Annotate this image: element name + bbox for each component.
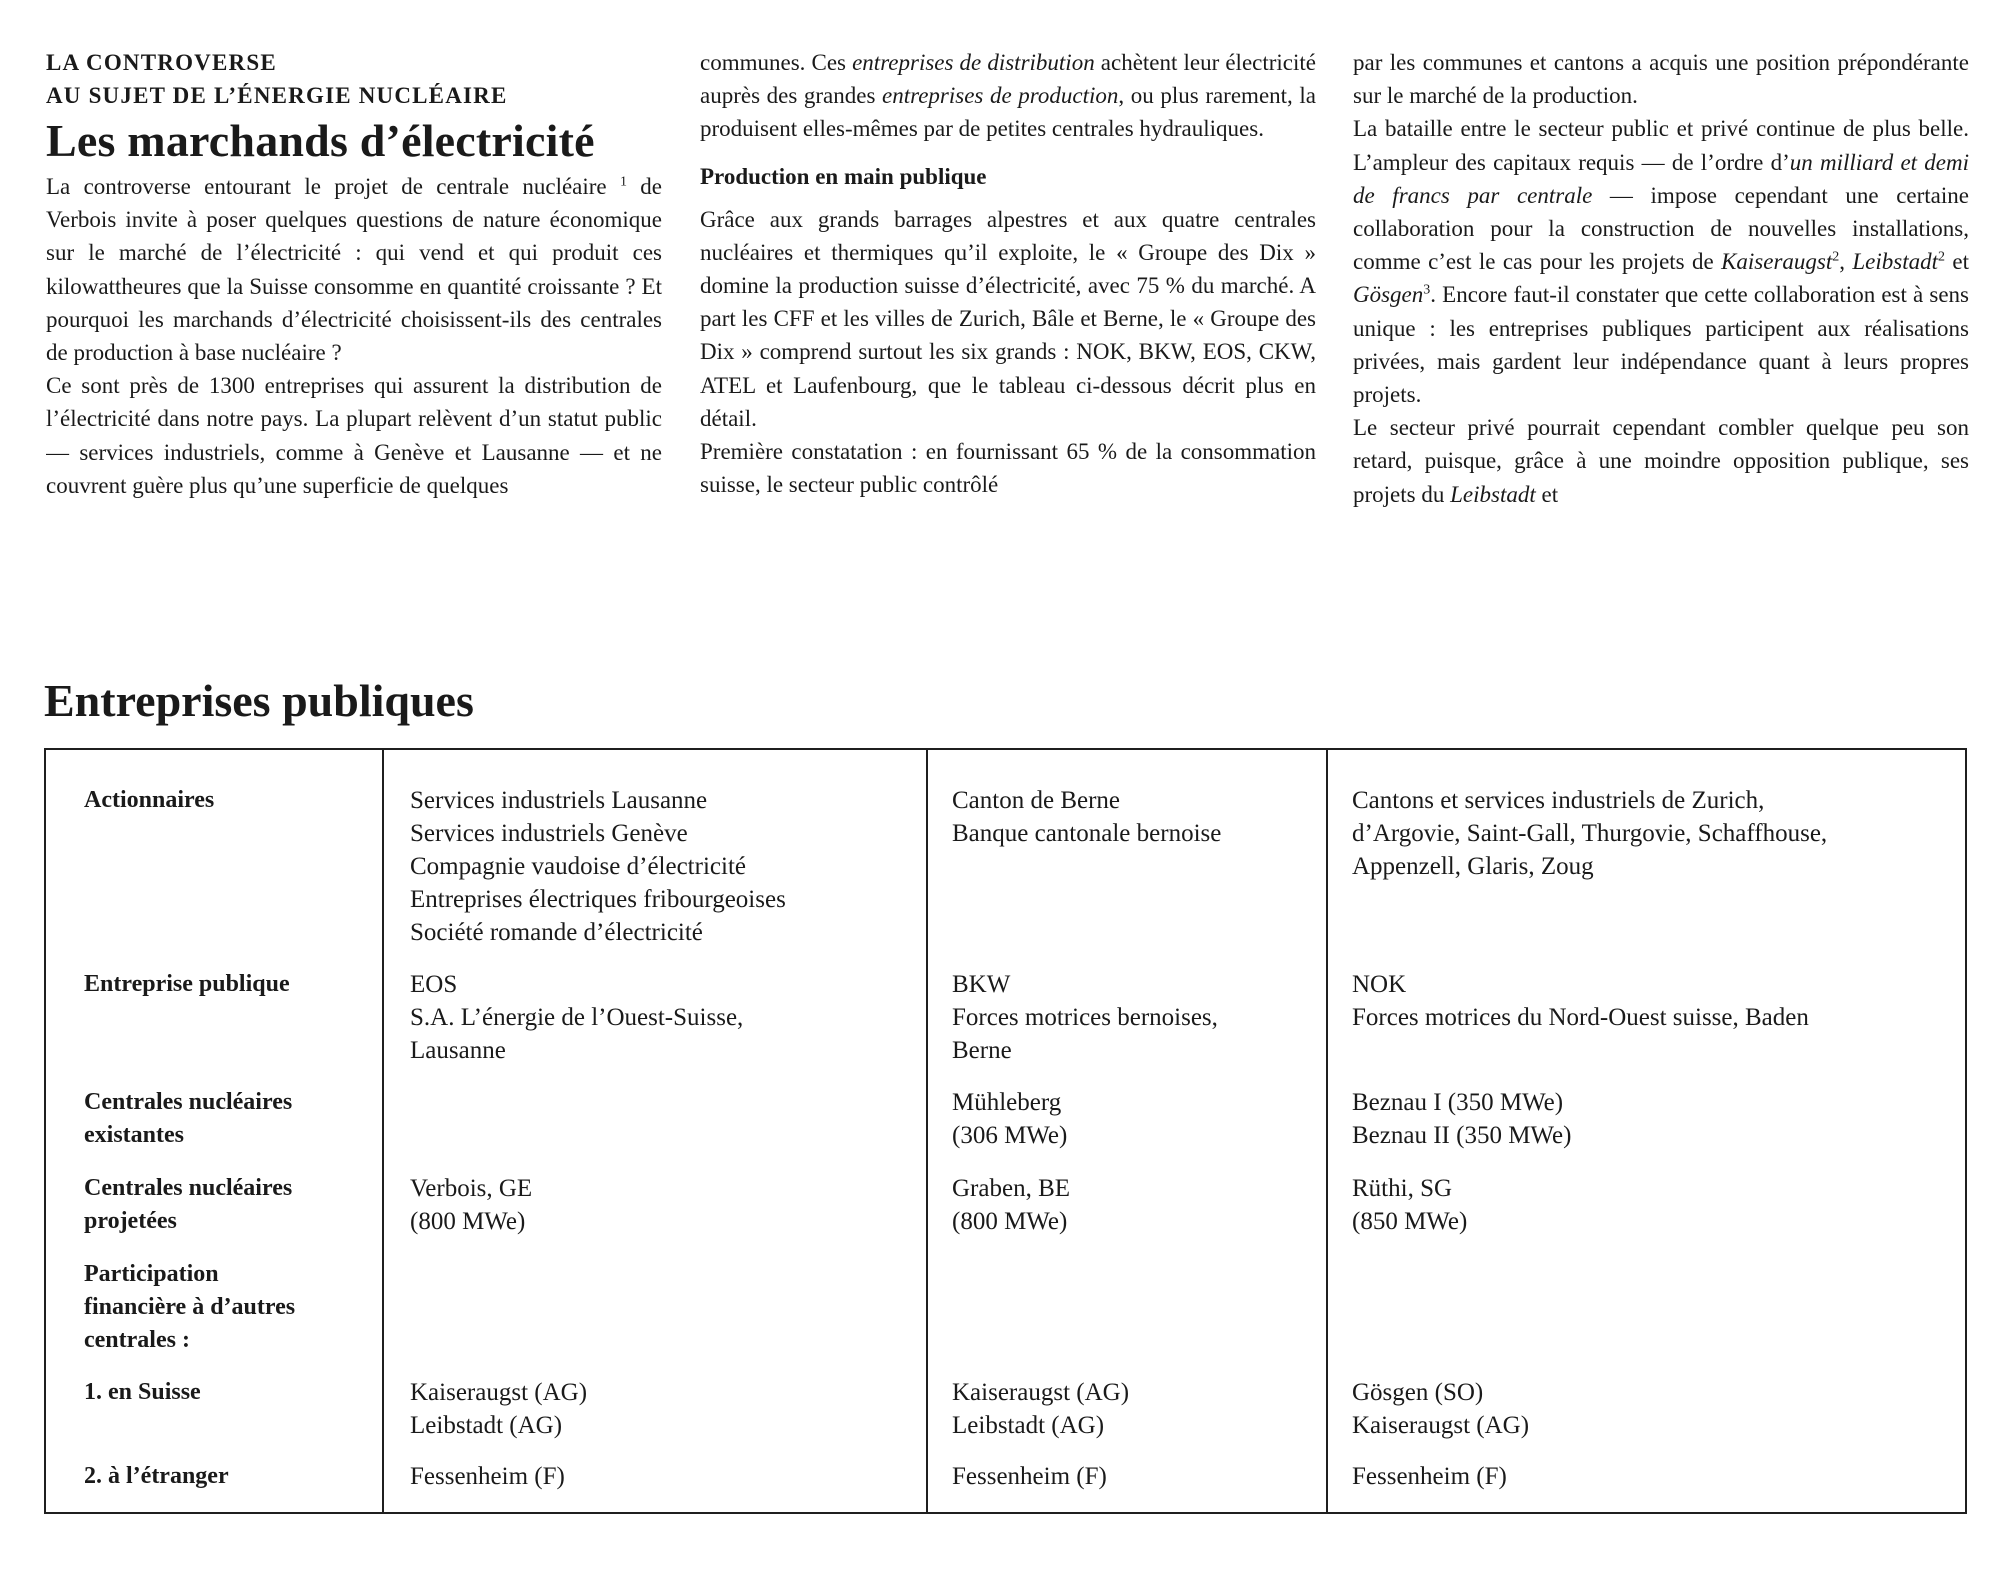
article-column-2 [700, 46, 1316, 621]
footnote-marker: 1 [619, 174, 627, 190]
kicker-line-2: AU SUJET DE L’ÉNERGIE NUCLÉAIRE [46, 83, 508, 108]
cell-bkw-projetees: Graben, BE (800 MWe) [952, 1175, 1071, 1235]
paragraph: communes. Ces entreprises de distribution achètent leur électricité auprès des grandes entreprises de production, ou plus rarement, la produisent elles-mêmes par de petites centrales hydrauliques. [700, 50, 1316, 142]
cell-eos-entreprise: EOS S.A. L’énergie de l’Ouest-Suisse, Lausanne [410, 971, 744, 1064]
footnote-marker: 2 [1938, 249, 1946, 265]
table-title: Entreprises publiques [44, 675, 474, 726]
paragraph: Première constatation : en fournissant 65 % de la consommation suisse, le secteur public contrôlé [700, 439, 1316, 498]
cell-nok-projetees: Rüthi, SG (850 MWe) [1352, 1175, 1468, 1235]
column-divider [1326, 750, 1328, 1512]
cell-bkw-existantes: Mühleberg (306 MWe) [952, 1089, 1068, 1149]
paragraph: La controverse entourant le projet de centrale nucléaire $^1$ de Verbois invite à poser quelques questions de nature économique sur le marché de l’électricité : qui vend et qui produit ces kilowattheures que la Suisse consomme en quantité croissante ? Et pourquoi les marchands d’électricité choisissent-ils des centrales de production à base nucléaire ? [46, 174, 662, 366]
row-label-suisse: 1. en Suisse [84, 1379, 201, 1405]
cell-nok-existantes: Beznau I (350 MWe) Beznau II (350 MWe) [1352, 1089, 1572, 1149]
article-column-3 [1353, 46, 1969, 621]
paragraph: La bataille entre le secteur public et privé continue de plus belle. L’ampleur des capitaux requis — de l’ordre d’un milliard et demi de francs par centrale — impose cependant une certaine collaboration pour la construction de nouvelles installations, comme c’est le cas pour les projets de Kaiseraugst$^2$, Leibstadt$^2$ et Gösgen$^3$. Encore faut-il constater que cette collaboration est à sens unique : les entreprises publiques participent aux réalisations privées, mais gardent leur indépendance quant à leurs propres projets. [1353, 116, 1969, 408]
kicker-line-1: LA CONTROVERSE [46, 50, 277, 75]
cell-bkw-etranger: Fessenheim (F) [952, 1463, 1107, 1490]
footnote-marker: 2 [1832, 249, 1840, 265]
cell-bkw-entreprise: BKW Forces motrices bernoises, Berne [952, 971, 1218, 1064]
article-column-1 [46, 46, 662, 621]
row-label-actionnaires: Actionnaires [84, 787, 215, 813]
paragraph: Ce sont près de 1300 entreprises qui assurent la distribution de l’électricité dans notre pays. La plupart relèvent d’un statut public — services industriels, comme à Genève et Lausanne — et ne couvrent guère plus qu’une superficie de quelques [46, 373, 662, 498]
cell-bkw-actionnaires: Canton de Berne Banque cantonale bernoise [952, 787, 1222, 847]
column-divider [926, 750, 928, 1512]
section-subheading: Production en main publique [700, 163, 987, 189]
companies-table [44, 748, 1967, 1514]
row-label-existantes: Centrales nucléaires existantes [84, 1089, 293, 1148]
cell-eos-projetees: Verbois, GE (800 MWe) [410, 1175, 533, 1235]
cell-eos-etranger: Fessenheim (F) [410, 1463, 565, 1490]
row-label-participation: Participation financière à d’autres centrales : [84, 1261, 296, 1353]
paragraph: Le secteur privé pourrait cependant combler quelque peu son retard, puisque, grâce à une moindre opposition publique, ses projets du Leibstadt et [1353, 415, 1969, 507]
cell-bkw-suisse: Kaiseraugst (AG) Leibstadt (AG) [952, 1379, 1130, 1439]
cell-nok-entreprise: NOK Forces motrices du Nord-Ouest suisse, Baden [1352, 971, 1809, 1031]
cell-nok-etranger: Fessenheim (F) [1352, 1463, 1507, 1490]
article-title: Les marchands d’électricité [46, 115, 595, 166]
paragraph: par les communes et cantons a acquis une position prépondérante sur le marché de la production. [1353, 50, 1969, 109]
paragraph: Grâce aux grands barrages alpestres et aux quatre centrales nucléaires et thermiques qu’il exploite, le « Groupe des Dix » domine la production suisse d’électricité, avec 75 % du marché. A part les CFF et les villes de Zurich, Bâle et Berne, le « Groupe des Dix » comprend surtout les six grands : NOK, BKW, EOS, CKW, ATEL et Laufenbourg, que le tableau ci-dessous décrit plus en détail. [700, 206, 1316, 431]
article [46, 46, 1969, 621]
footnote-marker: 3 [1423, 282, 1431, 298]
cell-eos-actionnaires: Services industriels Lausanne Services industriels Genève Compagnie vaudoise d’électricité Entreprises électriques fribourgeoises Société romande d’électricité [410, 787, 786, 946]
cell-nok-suisse: Gösgen (SO) Kaiseraugst (AG) [1352, 1379, 1530, 1439]
cell-nok-actionnaires: Cantons et services industriels de Zurich, d’Argovie, Saint-Gall, Thurgovie, Schaffhouse, Appenzell, Glaris, Zoug [1352, 787, 1828, 880]
column-divider [382, 750, 384, 1512]
cell-eos-suisse: Kaiseraugst (AG) Leibstadt (AG) [410, 1379, 588, 1439]
row-label-etranger: 2. à l’étranger [84, 1463, 229, 1489]
row-label-entreprise: Entreprise publique [84, 971, 290, 997]
row-label-projetees: Centrales nucléaires projetées [84, 1175, 293, 1234]
